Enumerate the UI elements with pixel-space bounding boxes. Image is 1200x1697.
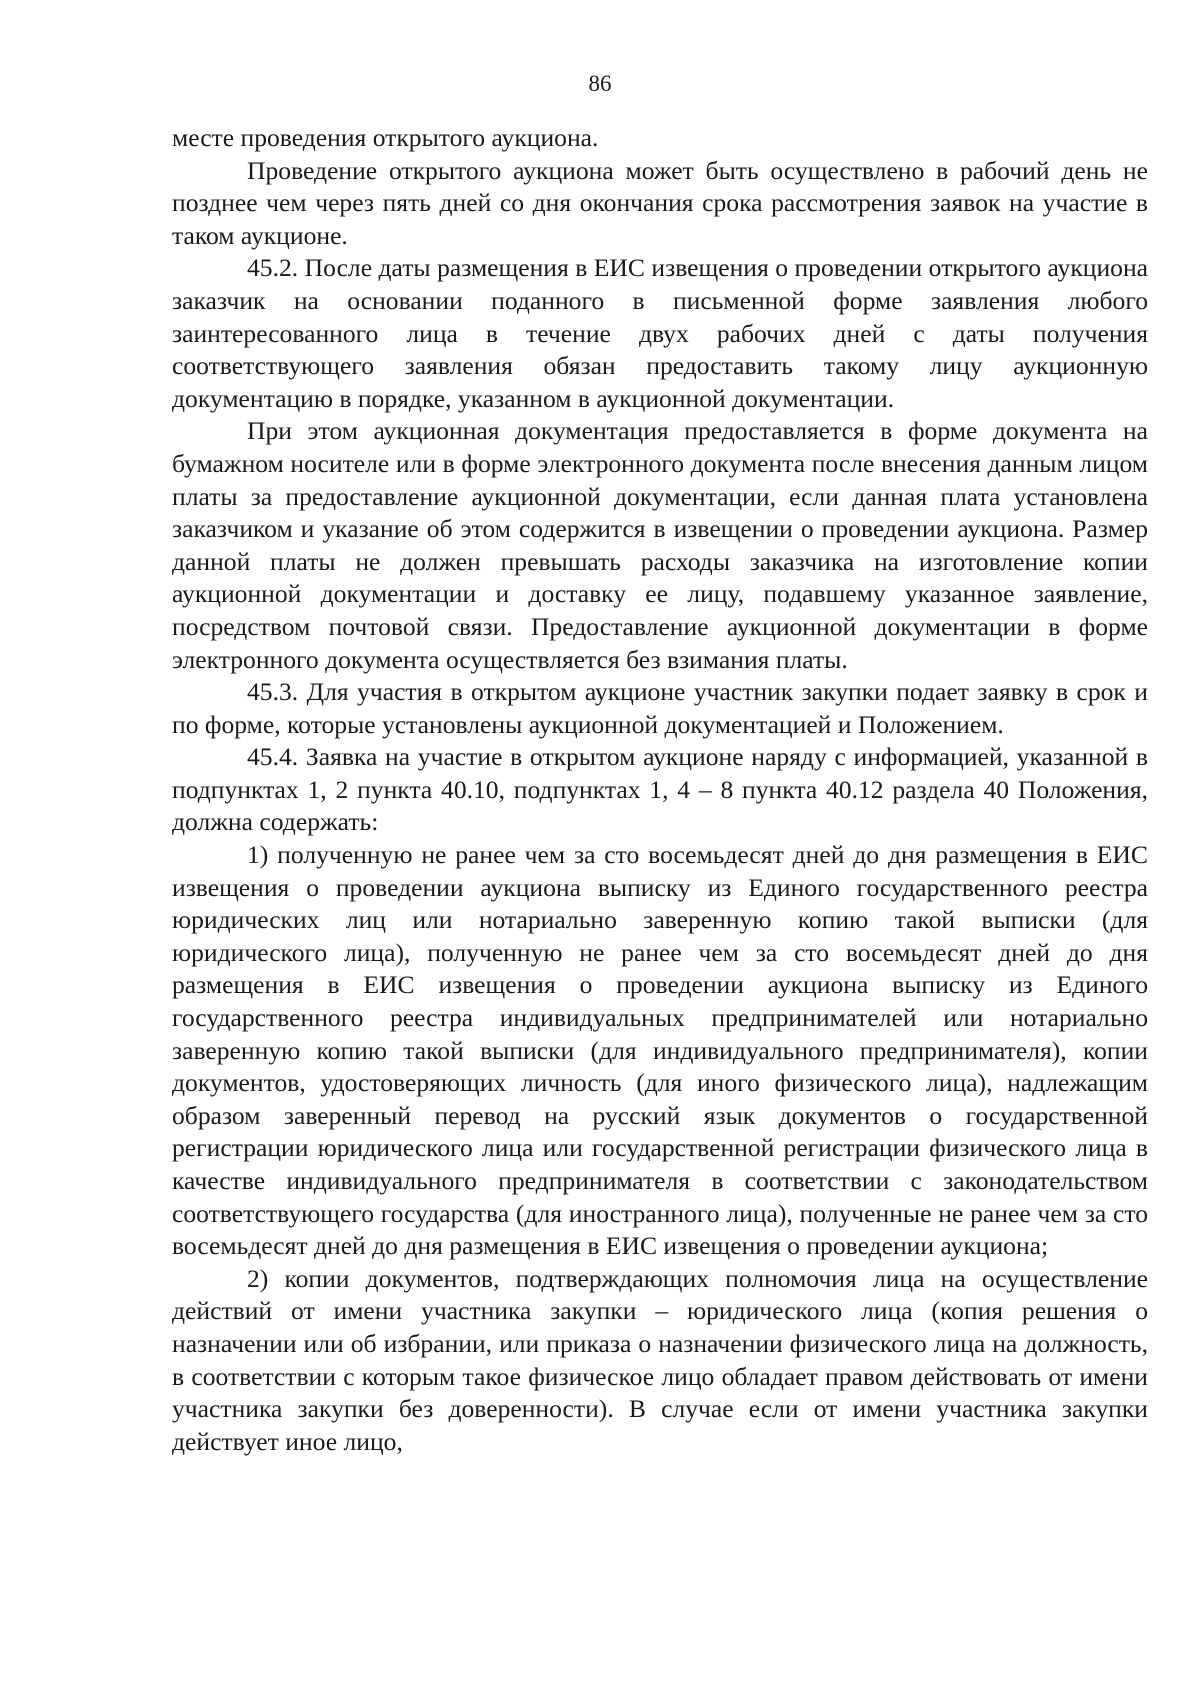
list-item-1: 1) полученную не ранее чем за сто восемьдесят дней до дня размещения в ЕИС извещения о проведении аукциона выписку из Единого государственного реестра юридических лиц или нотариально заверенную копию такой выписки (для юридического лица), полученную не ранее чем за сто восемьдесят дней до дня размещения в ЕИС извещения о проведении аукциона выписку из Единого государственного реестра индивидуальных предпринимателей или нотариально заверенную копию такой выписки (для индивидуального предпринимателя), копии документов, удостоверяющих личность (для иного физического лица), надлежащим образом заверенный перевод на русский язык документов о государственной регистрации юридического лица или государственной регистрации физического лица в качестве индивидуального предпринимателя в соответствии с законодательством соответствующего государства (для иностранного лица), полученные не ранее чем за сто восемьдесят дней до дня размещения в ЕИС извещения о проведении аукциона; xyxy=(172,840,1148,1261)
page-number: 86 xyxy=(588,71,612,96)
paragraph-45-3: 45.3. Для участия в открытом аукционе участник закупки подает заявку в срок и по форме, которые установлены аукционной документацией и Положением. xyxy=(172,677,1148,739)
paragraph-documentation-fee: При этом аукционная документация предоставляется в форме документа на бумажном носителе или в форме электронного документа после внесения данным лицом платы за предоставление аукционной документации, если данная плата установлена заказчиком и указание об этом содержится в извещении о проведении аукциона. Размер данной платы не должен превышать расходы заказчика на изготовление копии аукционной документации и доставку ее лицу, подавшему указанное заявление, посредством почтовой связи. Предоставление аукционной документации в форме электронного документа осуществляется без взимания платы. xyxy=(172,416,1148,674)
paragraph-45-2: 45.2. После даты размещения в ЕИС извещения о проведении открытого аукциона заказчик на основании поданного в письменной форме заявления любого заинтересованного лица в течение двух рабочих дней с даты получения соответствующего заявления обязан предоставить такому лицу аукционную документацию в порядке, указанном в аукционной документации. xyxy=(172,253,1148,413)
paragraph-45-4: 45.4. Заявка на участие в открытом аукционе наряду с информацией, указанной в подпунктах 1, 2 пункта 40.10, подпунктах 1, 4 – 8 пункта 40.12 раздела 40 Положения, должна содержать: xyxy=(172,742,1148,837)
list-item-2: 2) копии документов, подтверждающих полномочия лица на осуществление действий от имени участника закупки – юридического лица (копия решения о назначении или об избрании, или приказа о назначении физического лица на должность, в соответствии с которым такое физическое лицо обладает правом действовать от имени участника закупки без доверенности). В случае если от имени участника закупки действует иное лицо, xyxy=(172,1263,1148,1456)
paragraph-auction-timing: Проведение открытого аукциона может быть осуществлено в рабочий день не позднее чем через пять дней со дня окончания срока рассмотрения заявок на участие в таком аукционе. xyxy=(172,155,1148,250)
paragraph-continuation: месте проведения открытого аукциона. xyxy=(172,123,599,152)
document-body xyxy=(172,122,1148,1458)
